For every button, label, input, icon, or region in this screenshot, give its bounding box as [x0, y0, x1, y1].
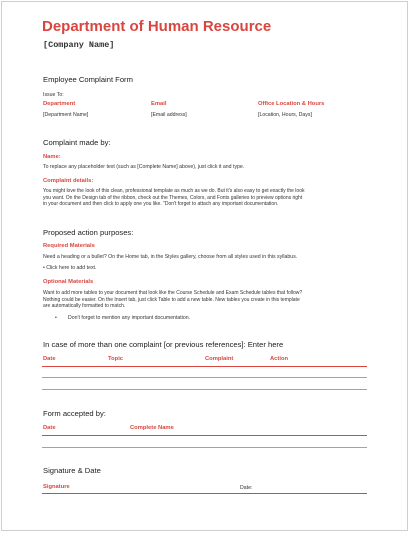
complaint-details-text[interactable]: [43, 188, 365, 208]
office-location-label: Office Location & Hours: [258, 101, 325, 107]
proposed-heading: Proposed action purposes:: [43, 228, 134, 237]
references-row-line[interactable]: [42, 377, 367, 378]
accepted-row-line[interactable]: [42, 447, 367, 448]
issue-to-label: Issue To:: [43, 92, 64, 98]
optional-materials-text[interactable]: [43, 290, 365, 310]
accepted-heading: Form accepted by:: [43, 409, 106, 418]
accepted-col-complete-name: Complete Name: [130, 425, 174, 431]
references-heading: In case of more than one complaint [or previous references]: Enter here: [43, 340, 284, 349]
required-materials-label: Required Materials: [43, 243, 95, 249]
optional-bullet-text[interactable]: Don't forget to mention any important documentation.: [68, 315, 191, 321]
date-label: Date:: [240, 485, 253, 491]
optional-materials-label: Optional Materials: [43, 279, 94, 285]
name-label: Name:: [43, 154, 61, 160]
optional-line: Want to add more tables to your document that look like the Course Schedule and Exam Schedule tables that follow?: [43, 290, 303, 296]
references-header-rule: [42, 366, 367, 367]
email-label: Email: [151, 101, 167, 107]
ref-col-action: Action: [270, 356, 289, 362]
department-label: Department: [43, 101, 76, 107]
details-line: You might love the look of this clean, professional template as much as we do. But it's also easy to get exactly the look: [43, 188, 305, 194]
complaint-by-heading: Complaint made by:: [43, 138, 111, 147]
department-value[interactable]: [Department Name]: [43, 112, 89, 118]
accepted-header-rule: [42, 435, 367, 436]
signature-rule[interactable]: [42, 493, 367, 494]
optional-line: are automatically formatted to match.: [43, 303, 126, 310]
references-row-line[interactable]: [42, 389, 367, 390]
optional-bullet-dot: •: [55, 315, 57, 321]
company-name[interactable]: [Company Name]: [43, 40, 115, 50]
ref-col-complaint: Complaint: [205, 356, 234, 362]
office-location-value[interactable]: [Location, Hours, Days]: [258, 112, 312, 118]
signature-heading: Signature & Date: [43, 466, 101, 475]
details-line: you want. On the Design tab of the ribbon, check out the Themes, Colors, and Fonts galleries to preview options right: [43, 194, 303, 201]
accepted-col-date: Date: [43, 425, 56, 431]
required-bullet[interactable]: • Click here to add text.: [43, 265, 97, 271]
signature-label: Signature: [43, 484, 70, 490]
ref-col-topic: Topic: [108, 356, 124, 362]
details-line: in your document and then click to apply one you like. "Don't forget to attach any important documentation.: [43, 201, 279, 208]
form-title: Employee Complaint Form: [43, 75, 133, 84]
name-text[interactable]: To replace any placeholder text (such as [Complete Name] above), just click it and type.: [43, 164, 245, 170]
email-value[interactable]: [Email address]: [151, 112, 187, 118]
optional-line: Nothing could be easier. On the Insert tab, just click Table to add a new table. New tables you create in this template: [43, 296, 300, 303]
complaint-details-label: Complaint details:: [43, 178, 94, 184]
document-title: Department of Human Resource: [42, 18, 272, 35]
ref-col-date: Date: [43, 356, 56, 362]
required-materials-text[interactable]: Need a heading or a bullet? On the Home tab, in the Styles gallery, choose from all styles used in this syllabus.: [43, 254, 298, 260]
